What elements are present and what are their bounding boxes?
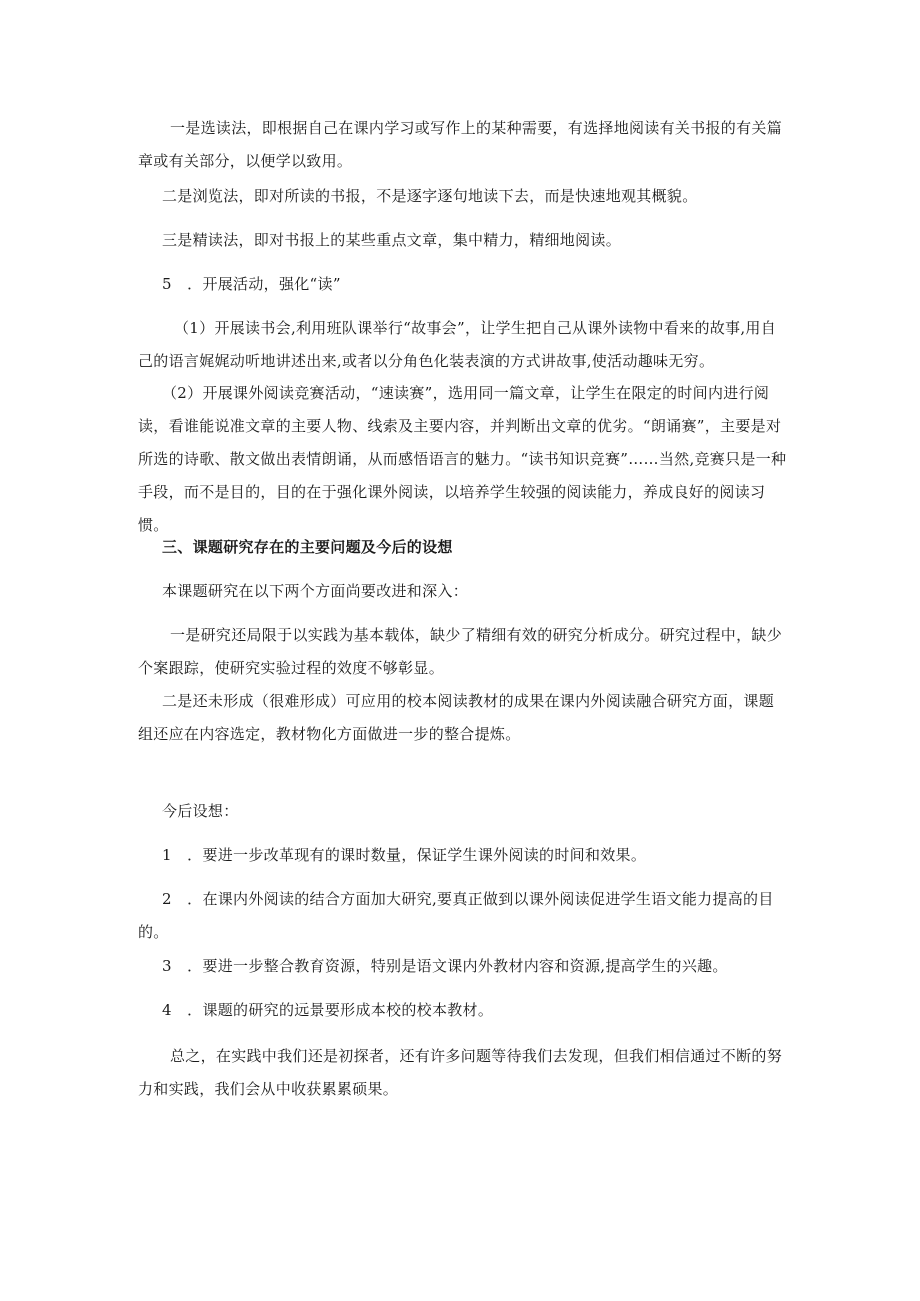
paragraph-future-title: 今后设想： [162,802,239,820]
paragraph-problem-2: 二是还未形成（很难形成）可应用的校本阅读教材的成果在课内外阅读融合研究方面，课题组还应在内容选定，教材物化方面做进一步的整合提炼。 [138,692,775,743]
future-item-2: 2 ．在课内外阅读的结合方面加大研究,要真正做到以课外阅读促进学生语文能力提高的目的。 [138,890,774,941]
section-heading-3: 三、课题研究存在的主要问题及今后的设想 [162,538,453,556]
section-item-5: 5 ．开展活动，强化“读” [162,275,341,293]
paragraph-intensive-reading: 三是精读法，即对书报上的某些重点文章，集中精力，精细地阅读。 [162,231,622,249]
paragraph-problem-1: 一是研究还局限于以实践为基本载体，缺少了精细有效的研究分析成分。研究过程中，缺少个案跟踪，使研究实验过程的效度不够彰显。 [138,626,783,677]
paragraph-intro: 本课题研究在以下两个方面尚要改进和深入： [162,582,469,600]
paragraph-conclusion: 总之，在实践中我们还是初探者，还有许多问题等待我们去发现，但我们相信通过不断的努力和实践，我们会从中收获累累硕果。 [138,1047,783,1098]
paragraph-reading-competition: （2）开展课外阅读竞赛活动，“速读赛”，选用同一篇文章，让学生在限定的时间内进行阅读，看谁能说准文章的主要人物、线索及主要内容，并判断出文章的优劣。“朗诵赛”，主要是对所选的诗歌、散文做出表情朗诵，从而感悟语言的魅力。“读书知识竞赛”……当然,竞赛只是一种手段，而不是目的，目的在于强化课外阅读，以培养学生较强的阅读能力，养成良好的阅读习惯。 [138,384,787,534]
paragraph-selective-reading: 一是选读法，即根据自己在课内学习或写作上的某种需要，有选择地阅读有关书报的有关篇章或有关部分，以便学以致用。 [138,119,783,170]
paragraph-reading-club: （1）开展读书会,利用班队课举行“故事会”，让学生把自己从课外读物中看来的故事,用自己的语言娓娓动听地讲述出来,或者以分角色化装表演的方式讲故事,使活动趣味无穷。 [138,319,777,370]
paragraph-browsing: 二是浏览法，即对所读的书报，不是逐字逐句地读下去，而是快速地观其概貌。 [162,187,698,205]
future-item-3: 3 ．要进一步整合教育资源，特别是语文课内外教材内容和资源,提高学生的兴趣。 [162,957,728,975]
future-item-4: 4 ．课题的研究的远景要形成本校的校本教材。 [162,1001,494,1019]
future-item-1: 1 ．要进一步改革现有的课时数量，保证学生课外阅读的时间和效果。 [162,846,647,864]
